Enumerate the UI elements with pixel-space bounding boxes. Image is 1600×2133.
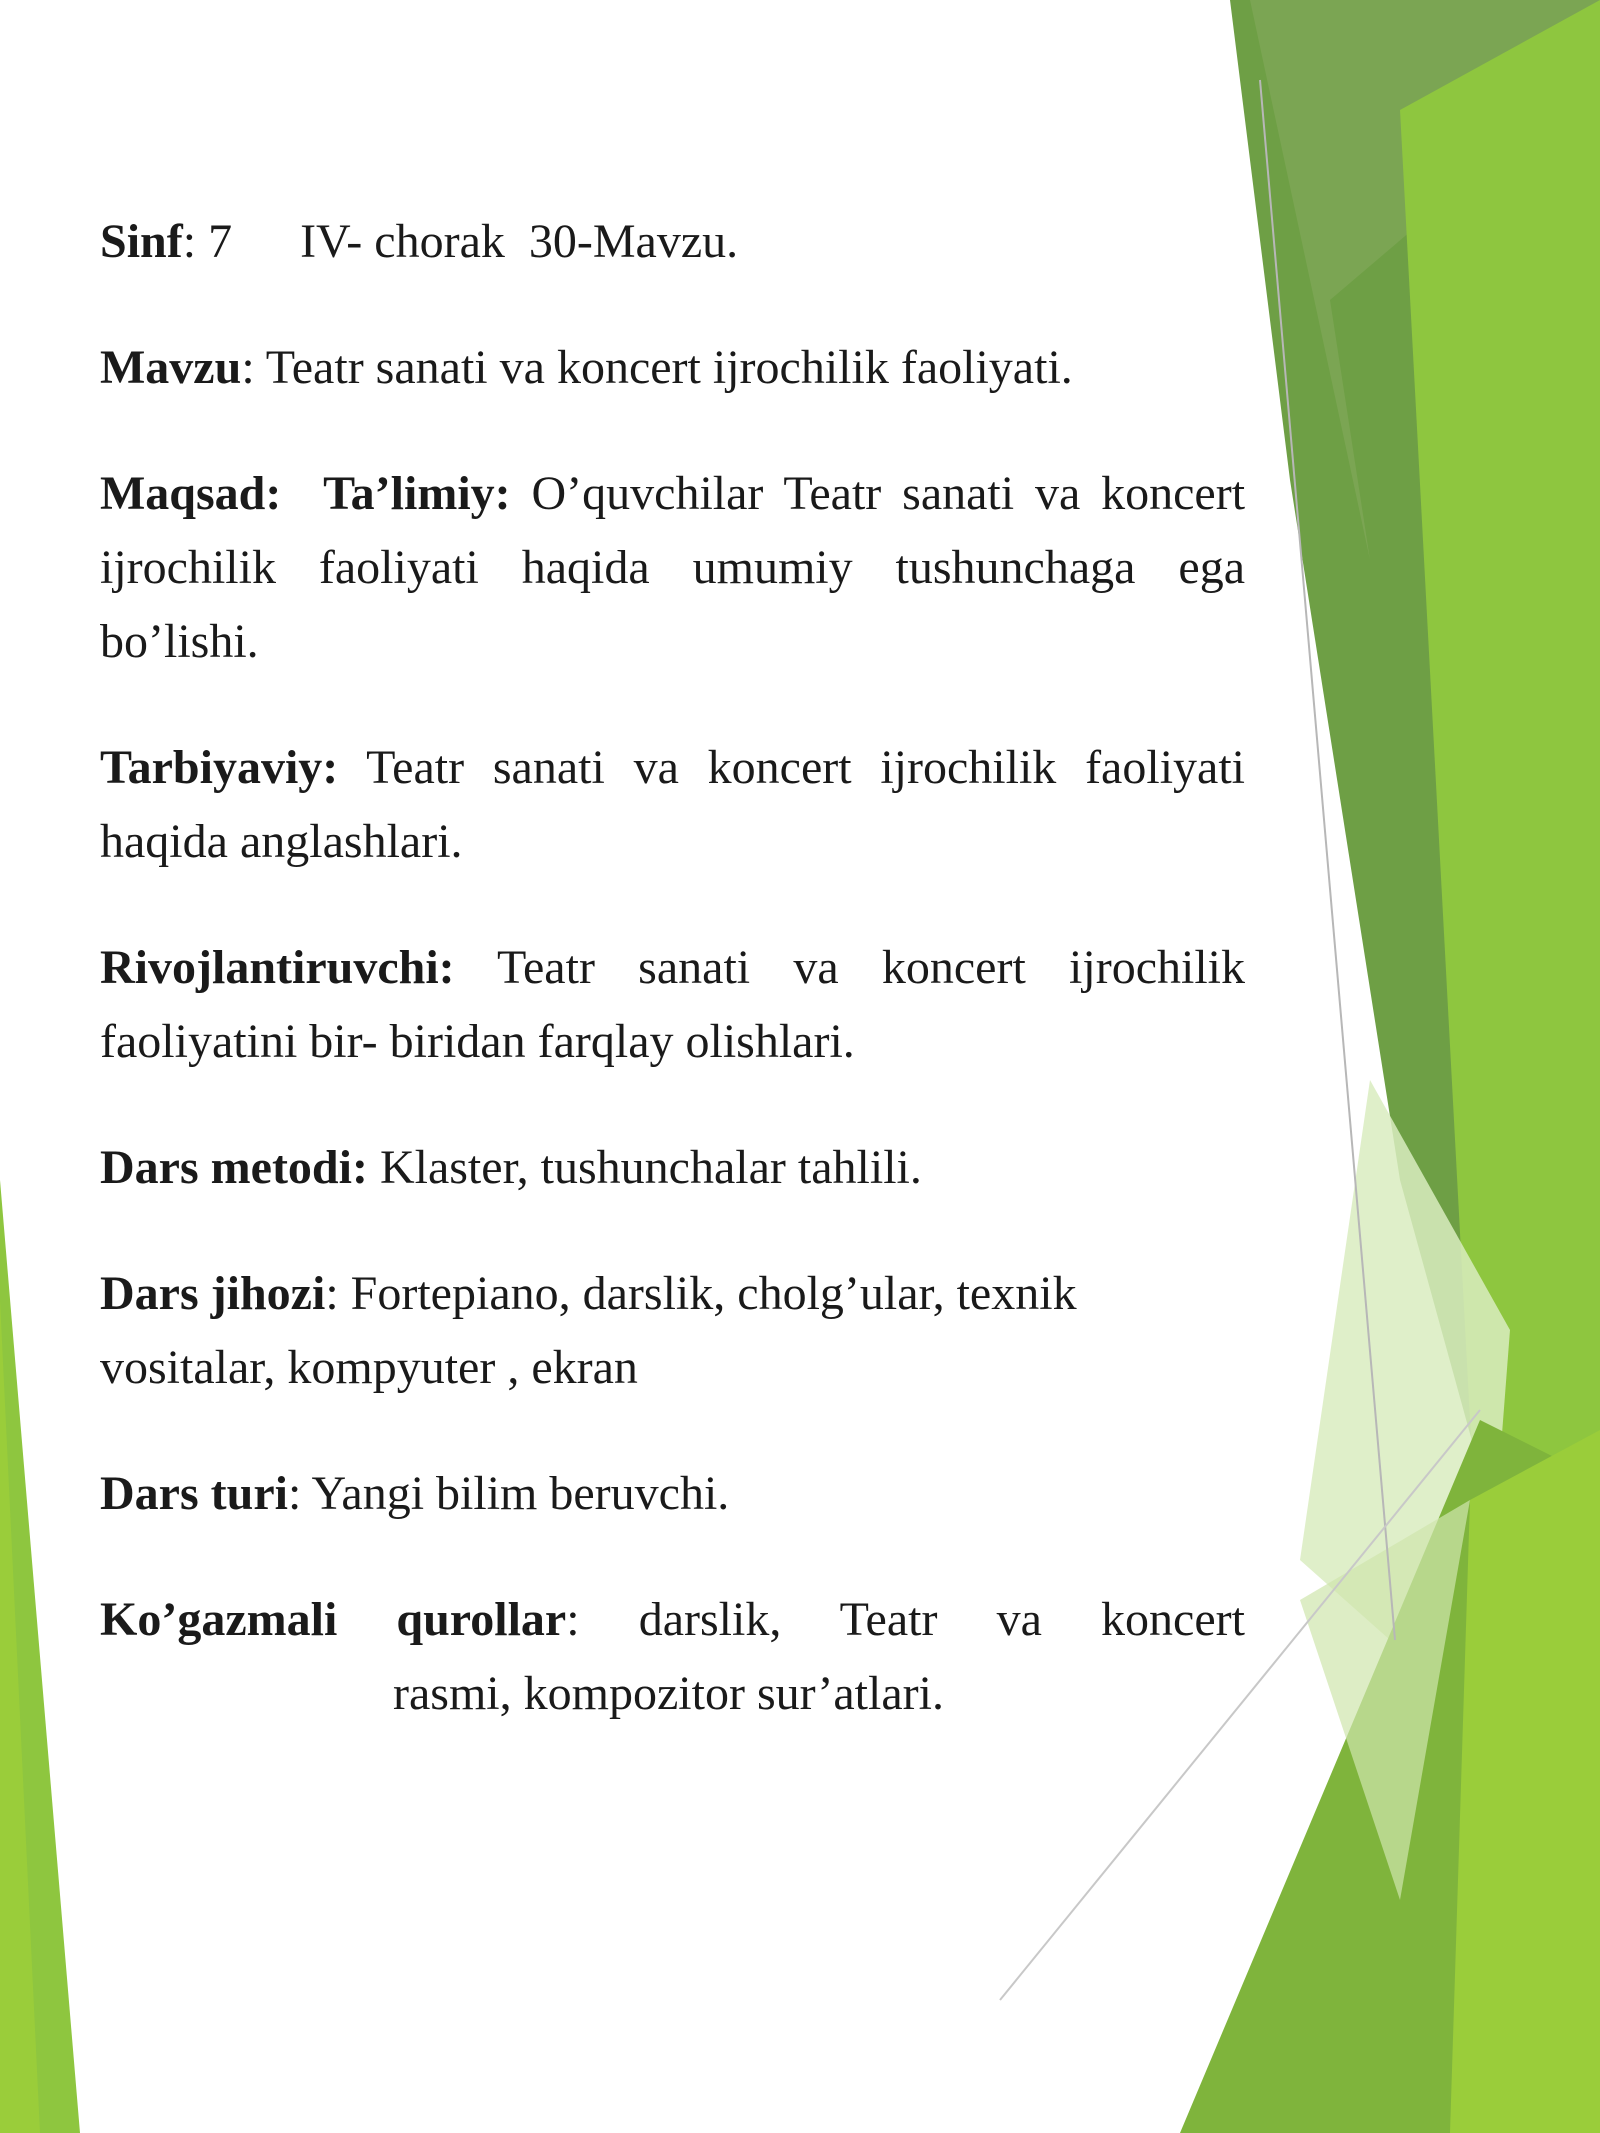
chorak-text: IV- chorak — [300, 215, 505, 268]
sinf-label: Sinf — [100, 215, 183, 268]
tarbiyaviy-value: Teatr sanati va koncert ijrochilik faoliyati haqida anglashlari. — [100, 741, 1245, 868]
kogazmali-value-line2: rasmi, kompozitor sur’atlari. — [393, 1667, 944, 1720]
mavzu-separator: : — [241, 341, 266, 394]
talimiy-label: Ta’limiy: — [323, 467, 511, 520]
lesson-plan-text — [100, 205, 1245, 1783]
maqsad-label: Maqsad: — [100, 467, 282, 520]
dars-turi-label: Dars turi — [100, 1467, 288, 1520]
kogazmali-separator: : — [566, 1593, 639, 1646]
kogazmali-value-line1: darslik, Teatr va koncert — [638, 1593, 1245, 1646]
goal-paragraph — [100, 457, 1245, 679]
kogazmali-paragraph — [100, 1583, 1245, 1657]
sinf-value: 7 — [208, 215, 233, 268]
topic-line — [100, 331, 1245, 405]
dars-metodi-label: Dars metodi: — [100, 1141, 368, 1194]
dars-turi-line — [100, 1457, 1245, 1531]
mavzu-number: 30-Mavzu. — [528, 215, 739, 268]
sinf-separator: : — [182, 215, 209, 268]
tarbiyaviy-paragraph — [100, 731, 1245, 879]
dars-jihozi-separator: : — [325, 1267, 351, 1320]
kogazmali-continuation — [100, 1657, 1245, 1731]
facet-bottom-light — [1450, 1430, 1600, 2133]
dars-jihozi-label: Dars jihozi — [100, 1267, 326, 1320]
class-line — [100, 205, 1245, 279]
talimiy-value: O’quvchilar Teatr sanati va koncert ijrochilik faoliyati haqida umumiy tushunchaga ega bo’lishi. — [100, 467, 1246, 668]
dars-metodi-value: Klaster, tushunchalar tahlili. — [379, 1141, 922, 1194]
tarbiyaviy-label: Tarbiyaviy: — [100, 741, 339, 794]
mavzu-value: Teatr sanati va koncert ijrochilik faoliyati. — [265, 341, 1073, 394]
rivojlantiruvchi-label: Rivojlantiruvchi: — [100, 941, 455, 994]
rivojlantiruvchi-paragraph — [100, 931, 1245, 1079]
mavzu-label: Mavzu — [100, 341, 242, 394]
dars-turi-value: Yangi bilim beruvchi. — [311, 1467, 730, 1520]
dars-metodi-line — [100, 1131, 1245, 1205]
dars-jihozi-value: Fortepiano, darslik, cholg’ular, texnik vositalar, kompyuter , ekran — [100, 1267, 1077, 1394]
kogazmali-label: Ko’gazmali qurollar — [100, 1593, 567, 1646]
dars-jihozi-paragraph — [100, 1257, 1245, 1405]
rivojlantiruvchi-value: Teatr sanati va koncert ijrochilik faoliyatini bir- biridan farqlay olishlari. — [100, 941, 1246, 1068]
dars-turi-separator: : — [287, 1467, 312, 1520]
